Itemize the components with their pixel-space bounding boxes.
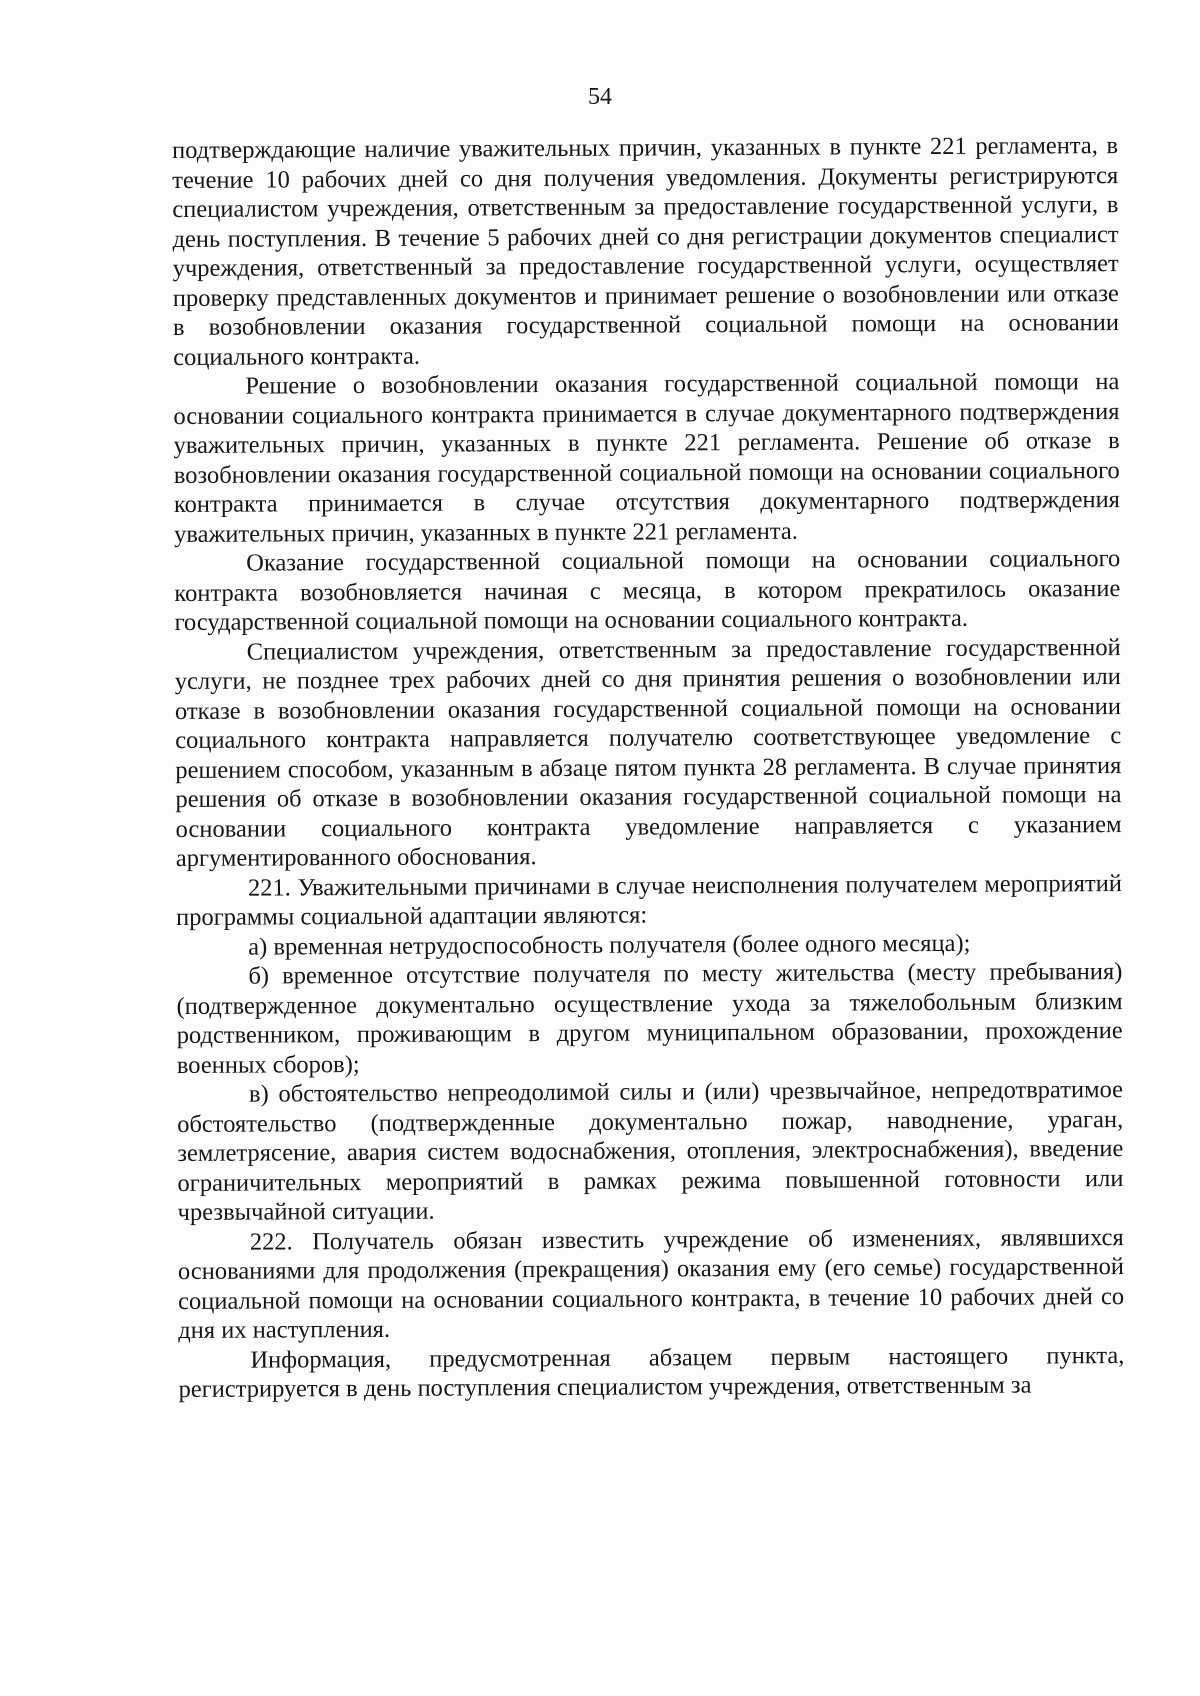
list-item-b: б) временное отсутствие получателя по месту жительства (месту пребывания) (подтвержденное документально осуществление ухода за тяжелобольным близким родственником, проживающим в другом муниципальном образовании, прохождение военных сборов); xyxy=(176,958,1123,1079)
list-item-v: в) обстоятельство непреодолимой силы и (или) чрезвычайное, непредотвратимое обстоятельство (подтвержденные документально пожар, наводнение, ураган, землетрясение, авария систем водоснабжения, отопления, электроснабжения), введение ограничительных мероприятий в рамках режима повышенной готовности или чрезвычайной ситуации. xyxy=(177,1076,1124,1226)
list-item-a: а) временная нетрудоспособность получателя (более одного месяца); xyxy=(248,929,971,961)
paragraph-information: Информация, предусмотренная абзацем первым настоящего пункта, регистрируется в день поступления специалистом учреждения, ответственным за xyxy=(178,1341,1125,1403)
page-number: 54 xyxy=(588,84,612,110)
paragraph-notification: Специалистом учреждения, ответственным за предоставление государственной услуги, не позднее трех рабочих дней со дня принятия решения о возобновлении или отказе в возобновлении оказания государственной социальной помощи на основании социального контракта направляется получателю соответствующее уведомление с решением способом, указанным в абзаце пятом пункта 28 регламента. В случае принятия решения об отказе в возобновлении оказания государственной социальной помощи на основании социального контракта уведомление направляется с указанием аргументированного обоснования. xyxy=(174,633,1122,872)
document-body xyxy=(172,131,1125,1404)
paragraph-continuation: подтверждающие наличие уважительных причин, указанных в пункте 221 регламента, в течение 10 рабочих дней со дня получения уведомления. Документы регистрируются специалистом учреждения, ответственным за предоставление государственной услуги, в день поступления. В течение 5 рабочих дней со дня регистрации документов специалист учреждения, ответственный за предоставление государственной услуги, осуществляет проверку представленных документов и принимает решение о возобновлении или отказе в возобновлении оказания государственной социальной помощи на основании социального контракта. xyxy=(172,132,1120,371)
paragraph-clause-222: 222. Получатель обязан известить учреждение об изменениях, являвшихся основаниями для продолжения (прекращения) оказания ему (его семье) государственной социальной помощи на основании социального контракта, в течение 10 рабочих дней со дня их наступления. xyxy=(177,1223,1125,1344)
paragraph-clause-221: 221. Уважительными причинами в случае неисполнения получателем мероприятий программы социальной адаптации являются: xyxy=(176,869,1122,931)
paragraph-resumption-decision: Решение о возобновлении оказания государственной социальной помощи на основании социального контракта принимается в случае документарного подтверждения уважительных причин, указанных в пункте 221 регламента. Решение об отказе в возобновлении оказания государственной социальной помощи на основании социального контракта принимается в случае отсутствия документарного подтверждения уважительных причин, указанных в пункте 221 регламента. xyxy=(173,368,1120,548)
paragraph-resumption-start: Оказание государственной социальной помощи на основании социального контракта возобновляется начиная с месяца, в котором прекратилось оказание государственной социальной помощи на основании социального контракта. xyxy=(174,545,1121,636)
